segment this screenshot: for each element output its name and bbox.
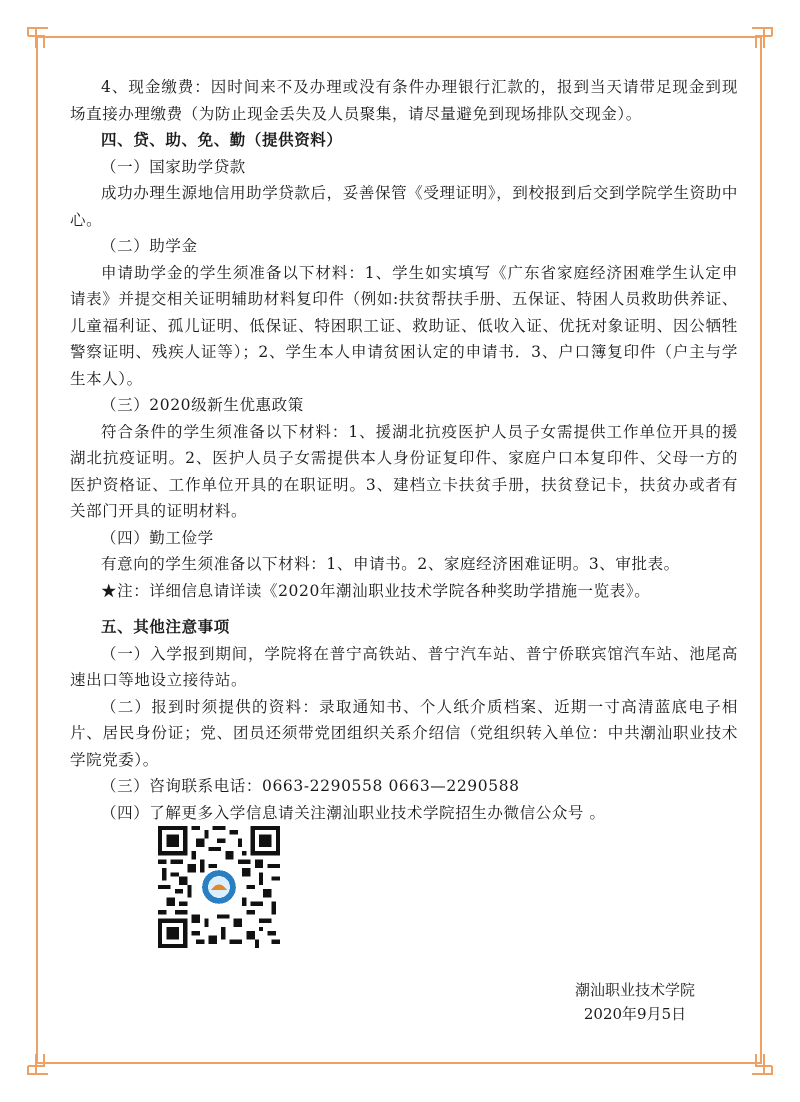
paragraph-reception: （一）入学报到期间，学院将在普宁高铁站、普宁汽车站、普宁侨联宾馆汽车站、池尾高速出口等地设立接待站。 bbox=[70, 644, 738, 689]
paragraph-grant: 申请助学金的学生须准备以下材料：1、学生如实填写《广东省家庭经济困难学生认定申请表》并提交相关证明辅助材料复印件（例如:扶贫帮扶手册、五保证、特困人员救助供养证、儿童福利证、孤儿证明、低保证、特困职工证、救助证、低收入证、优抚对象证明、因公牺牲警察证明、残疾人证等）；2、学生本人申请贫困认定的申请书．3、户口簿复印件（户主与学生本人）。 bbox=[70, 263, 738, 388]
paragraph-policy: 符合条件的学生须准备以下材料：1、援湖北抗疫医护人员子女需提供工作单位开具的援湖北抗疫证明。2、医护人员子女需提供本人身份证复印件、家庭户口本复印件、父母一方的医护资格证、工作单位开具的在职证明。3、建档立卡扶贫手册，扶贫登记卡，扶贫办或者有关部门开具的证明材料。 bbox=[70, 422, 738, 520]
corner-ornament-icon bbox=[24, 24, 48, 48]
corner-ornament-icon bbox=[752, 24, 776, 48]
subheading-grant: （二）助学金 bbox=[101, 237, 198, 255]
subheading-policy: （三）2020级新生优惠政策 bbox=[101, 396, 304, 414]
document-date: 2020年9月5日 bbox=[583, 1005, 687, 1023]
paragraph-contact: （三）咨询联系电话：0663-2290558 0663—2290588 bbox=[101, 777, 520, 795]
signature-block bbox=[560, 978, 710, 1026]
paragraph-documents: （二）报到时须提供的资料：录取通知书、个人纸介质档案、近期一寸高清蓝底电子相片、居民身份证；党、团员还须带党团组织关系介绍信（党组织转入单位：中共潮汕职业技术学院党委）。 bbox=[70, 697, 738, 769]
qr-code-icon bbox=[158, 826, 280, 948]
section-heading-aid: 四、贷、助、免、勤（提供资料） bbox=[101, 130, 343, 149]
note-paragraph: ★注：详细信息请详读《2020年潮汕职业技术学院各种奖助学措施一览表》。 bbox=[101, 581, 651, 600]
section-heading-other: 五、其他注意事项 bbox=[101, 617, 230, 636]
corner-ornament-icon bbox=[24, 1054, 48, 1078]
organization-name: 潮汕职业技术学院 bbox=[574, 981, 695, 999]
subheading-loan: （一）国家助学贷款 bbox=[101, 157, 246, 176]
corner-ornament-icon bbox=[752, 1054, 776, 1078]
paragraph-work-study: 有意向的学生须准备以下材料：1、申请书。2、家庭经济困难证明。3、审批表。 bbox=[101, 555, 680, 573]
subheading-work-study: （四）勤工俭学 bbox=[101, 528, 214, 547]
paragraph-cash-payment: 4、现金缴费：因时间来不及办理或没有条件办理银行汇款的，报到当天请带足现金到现场直接办理缴费（为防止现金丢失及人员聚集，请尽量避免到现场排队交现金）。 bbox=[70, 78, 738, 123]
document-body bbox=[70, 74, 738, 826]
paragraph-loan: 成功办理生源地信用助学贷款后，妥善保管《受理证明》，到校报到后交到学院学生资助中心。 bbox=[70, 184, 738, 229]
paragraph-wechat: （四）了解更多入学信息请关注潮汕职业技术学院招生办微信公众号 。 bbox=[101, 803, 606, 822]
